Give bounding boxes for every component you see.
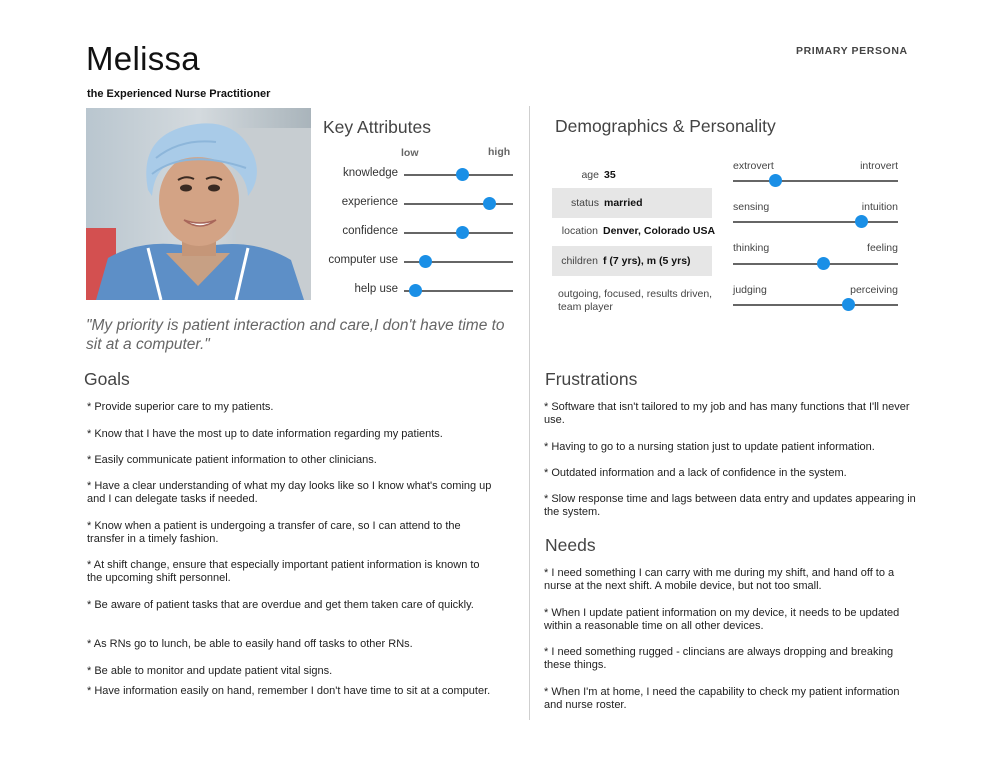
persona-subtitle: the Experienced Nurse Practitioner <box>87 88 271 100</box>
goal-item: * At shift change, ensure that especially important patient information is known to the upcoming shift personnel. <box>87 559 480 584</box>
demographic-key: location <box>561 225 598 237</box>
demographic-value: married <box>604 197 643 209</box>
personality-track-judging <box>733 304 898 306</box>
demographics-title: Demographics & Personality <box>555 116 776 136</box>
goal-item: * Easily communicate patient information to other clinicians. <box>87 454 377 466</box>
attribute-knob-knowledge[interactable] <box>456 168 469 181</box>
frustrations-title: Frustrations <box>545 369 638 389</box>
personality-knob-judging[interactable] <box>842 298 855 311</box>
need-item: * When I'm at home, I need the capability to check my patient information and nurse roster. <box>544 686 900 711</box>
scale-low-label: low <box>401 147 419 159</box>
persona-quote: "My priority is patient interaction and care,I don't have time to sit at a computer." <box>86 317 505 353</box>
attribute-label-experience: experience <box>341 196 398 208</box>
need-item: * I need something I can carry with me during my shift, and hand off to a nurse at the next shift. A mobile device, but not too small. <box>544 567 895 592</box>
personality-knob-sensing[interactable] <box>855 215 868 228</box>
demographic-age <box>552 160 712 190</box>
personality-left-label: thinking <box>733 242 770 254</box>
frustration-item: * Slow response time and lags between data entry and updates appearing in the system. <box>544 493 916 518</box>
personality-right-label: introvert <box>860 160 898 172</box>
demographic-value: 35 <box>604 169 616 181</box>
need-item: * When I update patient information on my device, it needs to be updated within a reasonable time on all other devices. <box>544 607 900 632</box>
demographic-key: status <box>570 197 599 209</box>
goal-item: * Know when a patient is undergoing a transfer of care, so I can attend to the transfer in a timely fashion. <box>87 520 461 545</box>
goal-item: * Know that I have the most up to date information regarding my patients. <box>87 428 443 440</box>
attribute-knob-confidence[interactable] <box>456 226 469 239</box>
goal-item: * Provide superior care to my patients. <box>87 401 274 413</box>
goals-title: Goals <box>84 369 130 389</box>
needs-title: Needs <box>545 535 596 555</box>
attribute-track-experience <box>404 203 513 205</box>
goal-item: * Be able to monitor and update patient vital signs. <box>87 665 333 677</box>
personality-left-label: judging <box>733 284 767 296</box>
need-item: * I need something rugged - clincians are always dropping and breaking these things. <box>544 646 894 671</box>
goals-list <box>87 401 497 698</box>
personality-right-label: perceiving <box>850 284 898 296</box>
personality-right-label: intuition <box>861 201 898 213</box>
column-divider <box>529 106 530 720</box>
attribute-label-knowledge: knowledge <box>343 167 398 179</box>
persona-name: Melissa <box>86 40 200 77</box>
personality-right-label: feeling <box>867 242 898 254</box>
personality-left-label: extrovert <box>733 160 774 172</box>
attribute-label-confidence: confidence <box>342 225 398 237</box>
demographic-status <box>552 188 712 218</box>
personality-knob-extrovert[interactable] <box>769 174 782 187</box>
goal-item: * Have information easily on hand, remember I don't have time to sit at a computer. <box>87 685 491 697</box>
demographic-key: age <box>581 169 599 181</box>
demographic-value: Denver, Colorado USA <box>603 225 716 237</box>
goal-item: * As RNs go to lunch, be able to easily hand off tasks to other RNs. <box>87 638 413 650</box>
scale-high-label: high <box>488 146 511 158</box>
demographic-children <box>552 246 712 276</box>
personality-track-extrovert <box>733 180 898 182</box>
goal-item: * Have a clear understanding of what my day looks like so I know what's coming up and I can delegate tasks if needed. <box>87 480 492 505</box>
personality-knob-thinking[interactable] <box>817 257 830 270</box>
needs-list <box>544 567 916 712</box>
personality-track-thinking <box>733 263 898 265</box>
key-attributes-title: Key Attributes <box>323 117 431 137</box>
frustration-item: * Having to go to a nursing station just to update patient information. <box>544 441 875 453</box>
personality-traits: outgoing, focused, results driven, team player <box>558 288 713 313</box>
attribute-knob-experience[interactable] <box>483 197 496 210</box>
attribute-label-computer-use: computer use <box>328 254 398 266</box>
goal-item: * Be aware of patient tasks that are overdue and get them taken care of quickly. <box>87 599 474 611</box>
attribute-label-help-use: help use <box>354 283 398 295</box>
persona-type-label: PRIMARY PERSONA <box>796 45 908 57</box>
personality-left-label: sensing <box>733 201 770 213</box>
demographic-location <box>552 216 722 246</box>
personality-track-sensing <box>733 221 898 223</box>
demographic-value: f (7 yrs), m (5 yrs) <box>603 255 691 267</box>
frustration-item: * Software that isn't tailored to my job and has many functions that I'll never use. <box>544 401 910 426</box>
attribute-knob-computer-use[interactable] <box>419 255 432 268</box>
attribute-knob-help-use[interactable] <box>409 284 422 297</box>
frustrations-list <box>544 401 916 519</box>
frustration-item: * Outdated information and a lack of confidence in the system. <box>544 467 847 479</box>
demographic-key: children <box>561 255 598 267</box>
